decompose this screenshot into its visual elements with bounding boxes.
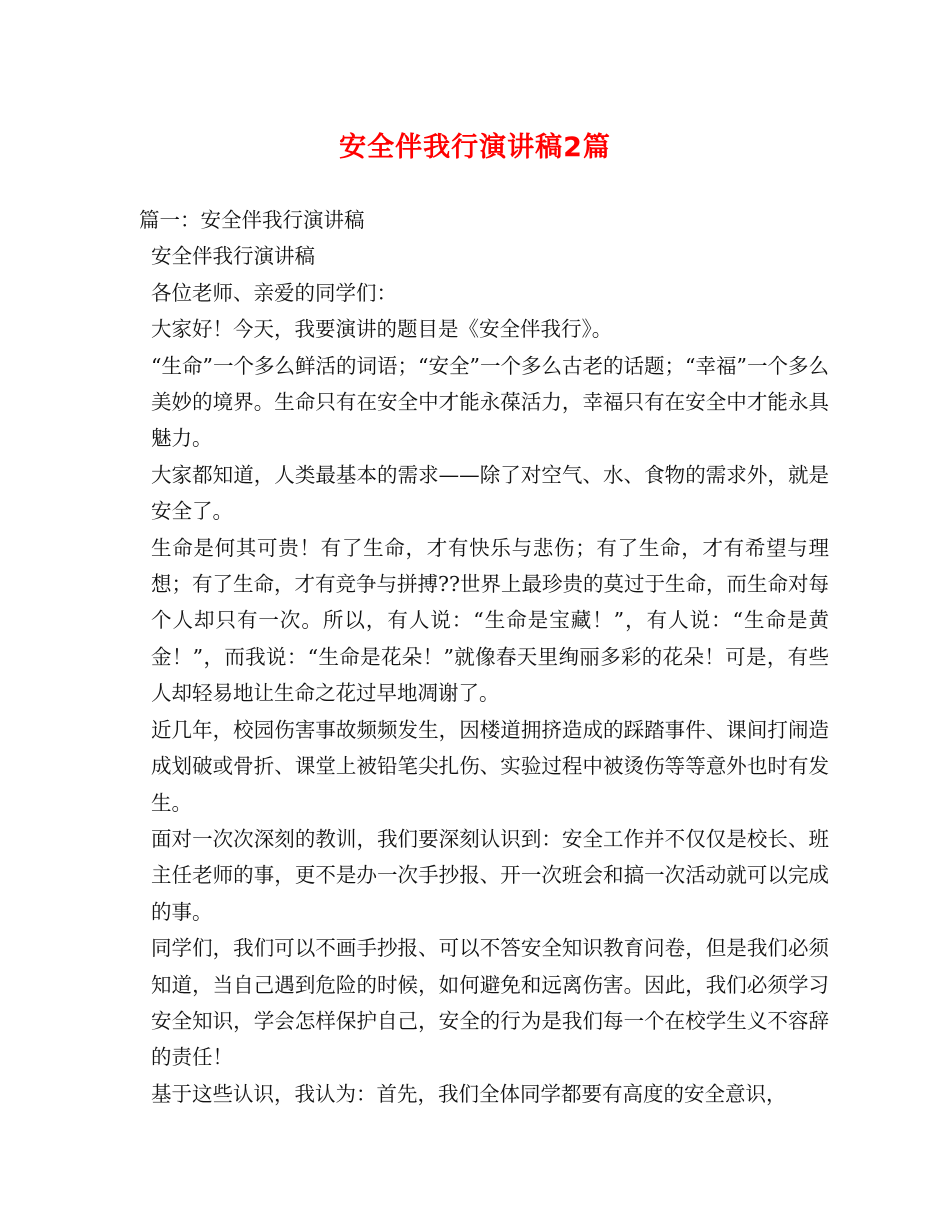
salutation: 各位老师、亲爱的同学们： bbox=[151, 280, 397, 305]
paragraph: 大家都知道，人类最基本的需求——除了对空气、水、食物的需求外，就是安全了。 bbox=[151, 462, 829, 524]
paragraph: “生命”一个多么鲜活的词语；“安全”一个多么古老的话题；“幸福”一个多么美妙的境界。生命只有在安全中才能永葆活力，幸福只有在安全中才能永具魅力。 bbox=[151, 353, 829, 451]
paragraph: 近几年，校园伤害事故频频发生，因楼道拥挤造成的踩踏事件、课间打闹造成划破或骨折、课堂上被铅笔尖扎伤、实验过程中被烫伤等等意外也时有发生。 bbox=[151, 717, 829, 815]
speech-title: 安全伴我行演讲稿 bbox=[151, 244, 315, 269]
paragraph: 大家好！今天，我要演讲的题目是《安全伴我行》。 bbox=[151, 317, 613, 342]
section-heading: 篇一：安全伴我行演讲稿 bbox=[139, 208, 365, 232]
document-title: 安全伴我行演讲稿2篇 bbox=[339, 132, 611, 163]
paragraph: 同学们，我们可以不画手抄报、可以不答安全知识教育问卷，但是我们必须知道，当自己遇到危险的时候，如何避免和远离伤害。因此，我们必须学习安全知识，学会怎样保护自己，安全的行为是我们每一个在校学生义不容辞的责任！ bbox=[151, 936, 829, 1070]
paragraph: 面对一次次深刻的教训，我们要深刻认识到：安全工作并不仅仅是校长、班主任老师的事，更不是办一次手抄报、开一次班会和搞一次活动就可以完成的事。 bbox=[151, 826, 829, 924]
paragraph: 生命是何其可贵！有了生命，才有快乐与悲伤；有了生命，才有希望与理想；有了生命，才有竞争与拼搏??世界上最珍贵的莫过于生命，而生命对每个人却只有一次。所以，有人说：“生命是宝藏！”，有人说：“生命是黄金！”，而我说：“生命是花朵！”就像春天里绚丽多彩的花朵！可是，有些人却轻易地让生命之花过早地凋谢了。 bbox=[151, 535, 829, 706]
paragraph: 基于这些认识，我认为：首先，我们全体同学都要有高度的安全意识， bbox=[151, 1081, 787, 1106]
document-body bbox=[139, 202, 829, 1112]
